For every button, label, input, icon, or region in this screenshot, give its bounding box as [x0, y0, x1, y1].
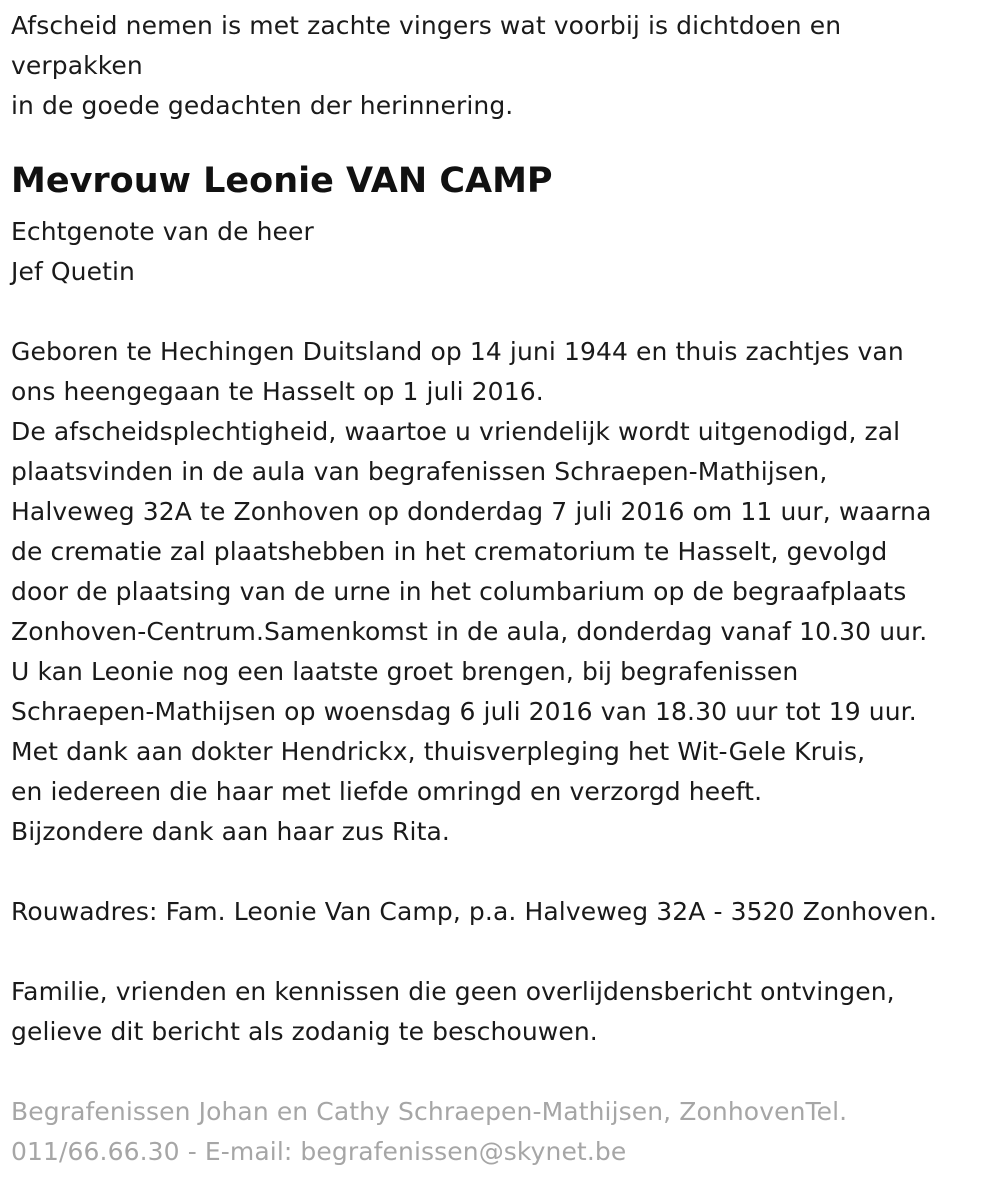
body-line: Schraepen-Mathijsen op woensdag 6 juli 2016 van 18.30 uur tot 19 uur.	[11, 697, 917, 726]
spouse-line: Echtgenote van de heer	[11, 217, 314, 246]
spacer	[11, 852, 990, 892]
spouse-line: Jef Quetin	[11, 257, 135, 286]
body-line: plaatsvinden in de aula van begrafenissen Schraepen-Mathijsen,	[11, 457, 828, 486]
footer-line: Begrafenissen Johan en Cathy Schraepen-Mathijsen, ZonhovenTel.	[11, 1097, 848, 1126]
body-line: Met dank aan dokter Hendrickx, thuisverpleging het Wit-Gele Kruis,	[11, 737, 866, 766]
body-line: ons heengegaan te Hasselt op 1 juli 2016.	[11, 377, 544, 406]
deceased-name: Mevrouw Leonie VAN CAMP	[11, 161, 553, 201]
body-line: door de plaatsing van de urne in het columbarium op de begraafplaats	[11, 577, 907, 606]
notice-line: Familie, vrienden en kennissen die geen overlijdensbericht ontvingen,	[11, 977, 895, 1006]
spouse-block	[11, 212, 990, 292]
spacer	[11, 932, 990, 972]
body-line: U kan Leonie nog een laatste groet brengen, bij begrafenissen	[11, 657, 799, 686]
footer-line: 011/66.66.30 - E-mail: begrafenissen@skynet.be	[11, 1137, 627, 1166]
body-line: de crematie zal plaatshebben in het crematorium te Hasselt, gevolgd	[11, 537, 888, 566]
spacer	[11, 292, 990, 332]
body-line: en iedereen die haar met liefde omringd en verzorgd heeft.	[11, 777, 763, 806]
body-line: Zonhoven-Centrum.Samenkomst in de aula, donderdag vanaf 10.30 uur.	[11, 617, 928, 646]
poem-line: Afscheid nemen is met zachte vingers wat voorbij is dichtdoen en	[11, 11, 842, 40]
body-line: Geboren te Hechingen Duitsland op 14 juni 1944 en thuis zachtjes van	[11, 337, 904, 366]
body-line: De afscheidsplechtigheid, waartoe u vriendelijk wordt uitgenodigd, zal	[11, 417, 901, 446]
poem-line: verpakken	[11, 51, 143, 80]
poem-line: in de goede gedachten der herinnering.	[11, 91, 514, 120]
body-line: Bijzondere dank aan haar zus Rita.	[11, 817, 450, 846]
mourning-address: Rouwadres: Fam. Leonie Van Camp, p.a. Halveweg 32A - 3520 Zonhoven.	[11, 897, 938, 926]
announcement-body	[11, 332, 990, 852]
funeral-home-footer	[11, 1092, 990, 1172]
spacer	[11, 126, 990, 150]
spacer	[11, 1052, 990, 1092]
notice-line: gelieve dit bericht als zodanig te beschouwen.	[11, 1017, 598, 1046]
body-line: Halveweg 32A te Zonhoven op donderdag 7 juli 2016 om 11 uur, waarna	[11, 497, 932, 526]
notice-block	[11, 972, 990, 1052]
poem-block	[11, 6, 990, 126]
